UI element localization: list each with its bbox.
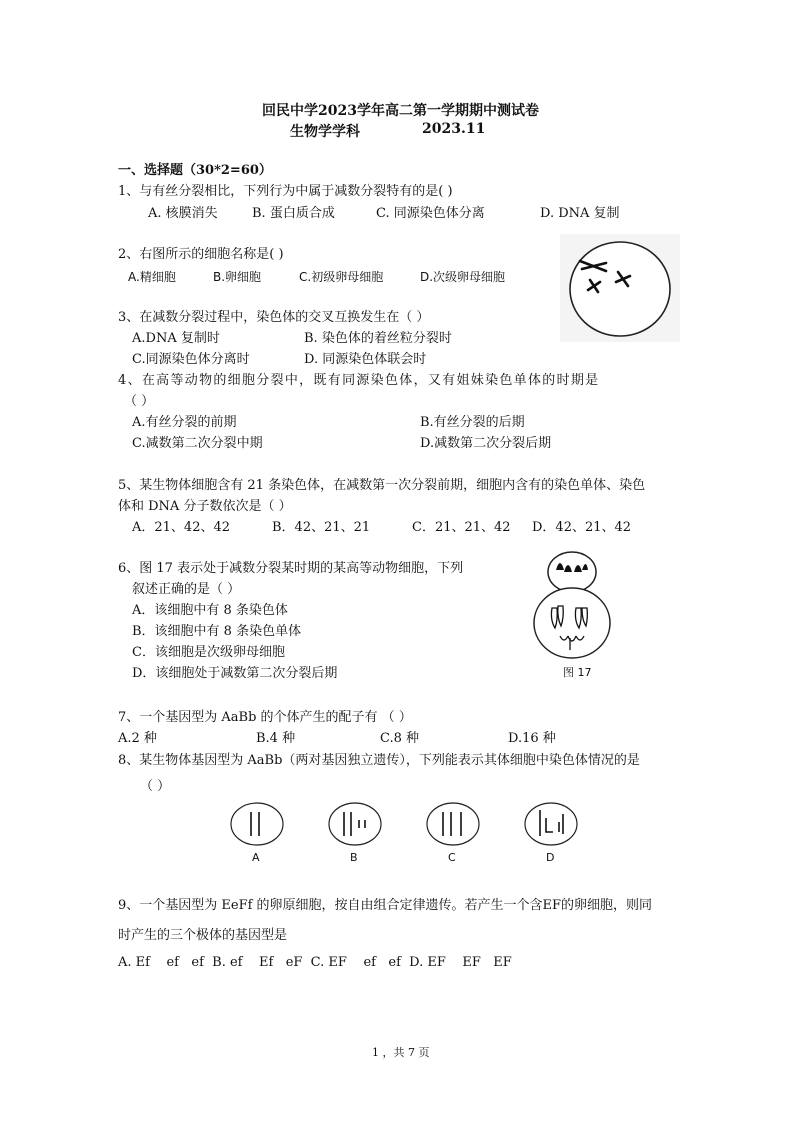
q7-option-c: C.8 种 [380, 731, 420, 746]
q1-option-d: D. DNA 复制 [540, 206, 620, 221]
q9-stem-line2: 时产生的三个极体的基因型是 [118, 928, 288, 943]
q8-label-c: C [448, 851, 456, 864]
q6-option-b: B．该细胞中有 8 条染色单体 [132, 624, 302, 639]
q8-label-a: A [252, 851, 260, 864]
exam-subject: 生物学学科 [290, 124, 360, 140]
q1-option-a: A. 核膜消失 [148, 206, 218, 221]
q6-option-d: D．该细胞处于减数第二次分裂后期 [132, 666, 338, 681]
q8-cell-d-membrane [525, 803, 577, 845]
q8-stem-line1: 8、某生物体基因型为 AaBb（两对基因独立遗传），下列能表示其体细胞中染色体情况的是 [118, 753, 640, 768]
q3-option-a: A.DNA 复制时 [132, 331, 220, 346]
exam-title: 回民中学2023学年高二第一学期期中测试卷 [262, 103, 539, 119]
q7-option-a: A.2 种 [118, 731, 157, 746]
q1-option-b: B. 蛋白质合成 [252, 206, 335, 221]
q6-oocyte-body [534, 588, 610, 658]
q9-stem-line1: 9、一个基因型为 EeFf 的卵原细胞，按自由组合定律遗传。若产生一个含EF的卵细胞，则同 [118, 898, 653, 913]
q9-options: A. Ef ef ef B. ef Ef eF C. EF ef ef D. EF EF EF [118, 955, 512, 970]
q3-stem: 3、在减数分裂过程中，染色体的交叉互换发生在（ ） [118, 310, 430, 325]
q3-option-d: D. 同源染色体联会时 [304, 352, 427, 367]
q5-stem-line2: 体和 DNA 分子数依次是（ ） [118, 499, 292, 514]
q8-cell-c-membrane [427, 803, 479, 845]
q8-label-d: D [546, 851, 555, 864]
exam-date: 2023.11 [422, 121, 486, 137]
q7-option-b: B.4 种 [256, 731, 296, 746]
q6-figure-caption: 图 17 [563, 666, 592, 679]
q8-cell-a-membrane [231, 803, 283, 845]
q4-stem-line1: 4、在高等动物的细胞分裂中，既有同源染色体，又有姐妹染色单体的时期是 [118, 373, 600, 388]
q4-option-a: A.有丝分裂的前期 [132, 415, 237, 430]
q4-option-d: D.减数第二次分裂后期 [420, 436, 552, 451]
q1-option-c: C. 同源染色体分离 [376, 206, 485, 221]
q8-cell-d [523, 800, 579, 848]
q7-option-d: D.16 种 [508, 731, 556, 746]
section-heading: 一、选择题（30*2=60） [118, 163, 272, 178]
q5-option-b: B．42、21、21 [272, 520, 371, 535]
q1-stem: 1、与有丝分裂相比，下列行为中属于减数分裂特有的是( ) [118, 184, 453, 199]
q3-option-c: C.同源染色体分离时 [132, 352, 250, 367]
q2-option-a: A.精细胞 [128, 270, 176, 284]
q6-option-a: A．该细胞中有 8 条染色体 [132, 603, 288, 618]
q4-option-b: B.有丝分裂的后期 [420, 415, 525, 430]
q4-stem-line2: （ ） [124, 394, 155, 409]
q5-option-a: A．21、42、42 [132, 520, 231, 535]
q2-cell-figure [560, 234, 680, 342]
q8-cell-b [327, 800, 383, 848]
q2-option-d: D.次级卵母细胞 [420, 270, 506, 284]
q4-option-c: C.减数第二次分裂中期 [132, 436, 263, 451]
q8-cell-b-membrane [329, 803, 381, 845]
q5-stem-line1: 5、某生物体细胞含有 21 条染色体，在减数第一次分裂前期，细胞内含有的染色单体、染色 [118, 478, 646, 493]
q8-stem-line2: （ ） [140, 779, 171, 794]
q5-option-c: C．21、21、42 [412, 520, 511, 535]
q6-cell-figure [530, 550, 620, 662]
q6-option-c: C．该细胞是次级卵母细胞 [132, 645, 285, 660]
q2-cell-membrane [570, 242, 670, 336]
q8-cell-a [229, 800, 285, 848]
q8-cell-c [425, 800, 481, 848]
q3-option-b: B. 染色体的着丝粒分裂时 [304, 331, 452, 346]
q2-option-b: B.卵细胞 [213, 270, 262, 284]
q6-stem-line1: 6、图 17 表示处于减数分裂某时期的某高等动物细胞，下列 [118, 561, 464, 576]
q2-stem: 2、右图所示的细胞名称是( ) [118, 247, 284, 262]
q5-option-d: D．42、21、42 [532, 520, 632, 535]
page-footer: 1 ，共 7 页 [372, 1046, 430, 1059]
q7-stem: 7、一个基因型为 AaBb 的个体产生的配子有 （ ） [118, 710, 412, 725]
q6-stem-line2: 叙述正确的是（ ） [132, 582, 241, 597]
q8-label-b: B [350, 851, 358, 864]
q2-option-c: C.初级卵母细胞 [299, 270, 384, 284]
